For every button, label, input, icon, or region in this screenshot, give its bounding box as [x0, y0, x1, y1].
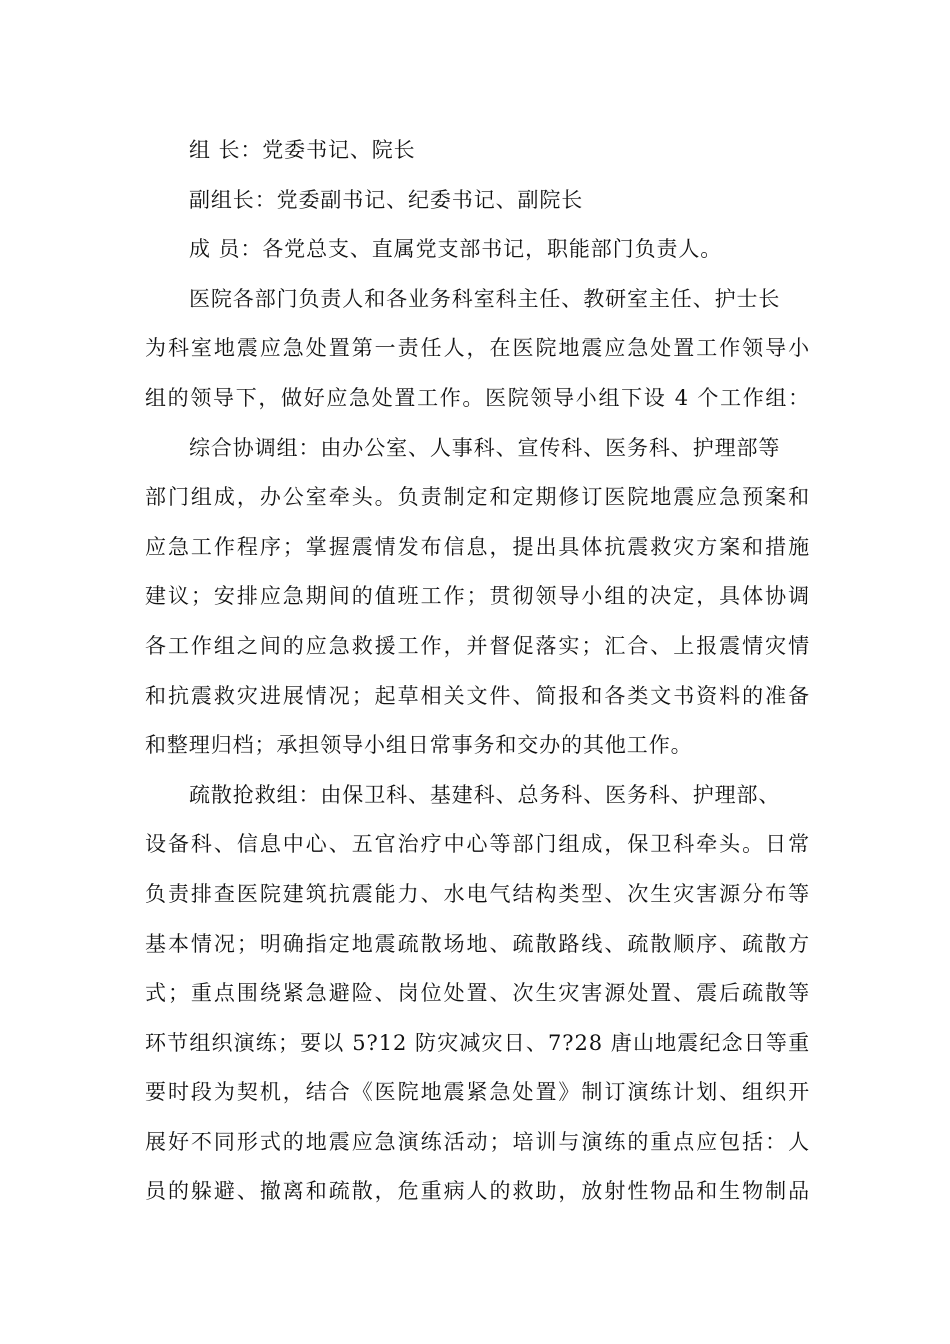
paragraph-coordination-line: 部门组成，办公室牵头。负责制定和定期修订医院地震应急预案和 — [145, 485, 810, 510]
paragraph-coordination-line: 各工作组之间的应急救援工作，并督促落实；汇合、上报震情灾情 — [145, 633, 810, 658]
paragraph-coordination-line: 应急工作程序；掌握震情发布信息，提出具体抗震救灾方案和措施 — [145, 534, 810, 559]
text-line-deputy-leader: 副组长：党委副书记、纪委书记、副院长 — [189, 187, 584, 212]
paragraph-evacuation-line: 设备科、信息中心、五官治疗中心等部门组成，保卫科牵头。日常 — [145, 832, 810, 857]
paragraph-evacuation-line: 员的躲避、撤离和疏散，危重病人的救助，放射性物品和生物制品 — [145, 1179, 810, 1204]
paragraph-coordination-line: 建议；安排应急期间的值班工作；贯彻领导小组的决定，具体协调 — [145, 584, 810, 609]
paragraph-responsibility-line: 医院各部门负责人和各业务科室科主任、教研室主任、护士长 — [189, 286, 781, 311]
paragraph-evacuation-line: 负责排查医院建筑抗震能力、水电气结构类型、次生灾害源分布等 — [145, 881, 810, 906]
paragraph-evacuation-line: 疏散抢救组：由保卫科、基建科、总务科、医务科、护理部、 — [189, 782, 781, 807]
text-line-members: 成 员：各党总支、直属党支部书记，职能部门负责人。 — [189, 237, 723, 262]
paragraph-responsibility-line: 为科室地震应急处置第一责任人，在医院地震应急处置工作领导小 — [145, 336, 810, 361]
paragraph-evacuation-line: 基本情况；明确指定地震疏散场地、疏散路线、疏散顺序、疏散方 — [145, 931, 810, 956]
paragraph-coordination-line: 和整理归档；承担领导小组日常事务和交办的其他工作。 — [145, 733, 693, 758]
paragraph-evacuation-line: 式；重点围绕紧急避险、岗位处置、次生灾害源处置、震后疏散等 — [145, 981, 810, 1006]
document-body — [145, 126, 810, 1217]
paragraph-evacuation-line: 要时段为契机，结合《医院地震紧急处置》制订演练计划、组织开 — [145, 1080, 810, 1105]
paragraph-evacuation-line: 展好不同形式的地震应急演练活动；培训与演练的重点应包括：人 — [145, 1129, 810, 1154]
text-line-leader: 组 长：党委书记、院长 — [189, 138, 416, 162]
paragraph-coordination-line: 和抗震救灾进展情况；起草相关文件、简报和各类文书资料的准备 — [145, 683, 810, 708]
paragraph-responsibility-line: 组的领导下，做好应急处置工作。医院领导小组下设 4 个工作组： — [145, 385, 810, 410]
paragraph-evacuation-line: 环节组织演练；要以 5?12 防灾减灾日、7?28 唐山地震纪念日等重 — [145, 1030, 810, 1055]
paragraph-coordination-line: 综合协调组：由办公室、人事科、宣传科、医务科、护理部等 — [189, 435, 781, 460]
